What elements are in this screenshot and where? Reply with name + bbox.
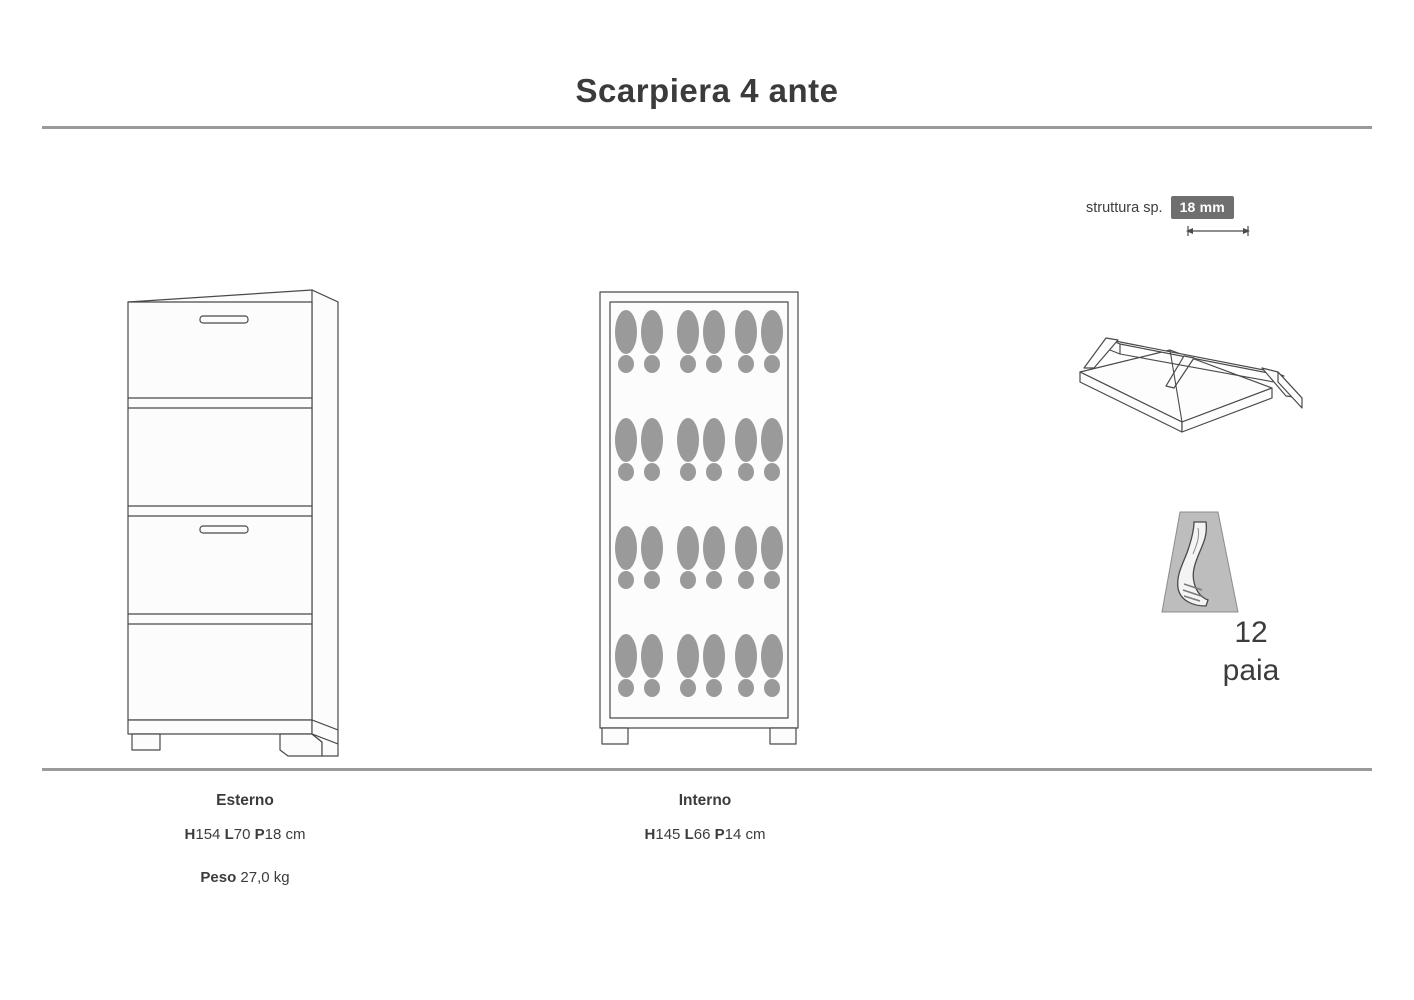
dimension-arrow-icon xyxy=(1186,226,1250,236)
caption-interno xyxy=(560,786,850,849)
dim-l-key: L xyxy=(684,826,694,844)
figure-esterno xyxy=(110,280,360,760)
capacity-pairs xyxy=(1186,614,1316,689)
dim-p-value: 14 xyxy=(724,826,742,844)
structure-thickness-label: struttura sp. xyxy=(1086,199,1163,216)
dim-h-value: 145 xyxy=(655,826,681,844)
capacity-unit: paia xyxy=(1222,653,1280,687)
dim-l-value: 70 xyxy=(233,826,251,844)
weight-value: 27,0 kg xyxy=(240,869,290,887)
dim-p-value: 18 xyxy=(264,826,282,844)
caption-esterno xyxy=(100,786,390,893)
dim-h-key: H xyxy=(644,826,656,844)
dim-unit: cm xyxy=(285,826,306,844)
dim-l-value: 66 xyxy=(693,826,711,844)
dim-unit: cm xyxy=(745,826,766,844)
caption-interno-title: Interno xyxy=(678,792,732,809)
weight-key: Peso xyxy=(200,869,237,887)
dim-h-value: 154 xyxy=(195,826,221,844)
caption-esterno-weight xyxy=(100,863,390,892)
structure-thickness xyxy=(1086,196,1234,219)
caption-esterno-title: Esterno xyxy=(216,792,274,809)
status-badge: 18 mm xyxy=(1171,196,1234,219)
dim-l-key: L xyxy=(224,826,234,844)
shoe-icon xyxy=(1150,508,1246,626)
dim-p-key: P xyxy=(714,826,725,844)
figure-interno xyxy=(588,286,818,756)
figure-tilt-shelf xyxy=(1062,310,1322,460)
divider-bottom xyxy=(42,768,1372,771)
page-title: Scarpiera 4 ante xyxy=(575,72,839,109)
dim-p-key: P xyxy=(254,826,265,844)
dim-h-key: H xyxy=(184,826,196,844)
divider-top xyxy=(42,126,1372,129)
capacity-count: 12 xyxy=(1234,616,1268,649)
caption-esterno-dimensions xyxy=(185,826,306,843)
caption-interno-dimensions xyxy=(645,826,766,843)
